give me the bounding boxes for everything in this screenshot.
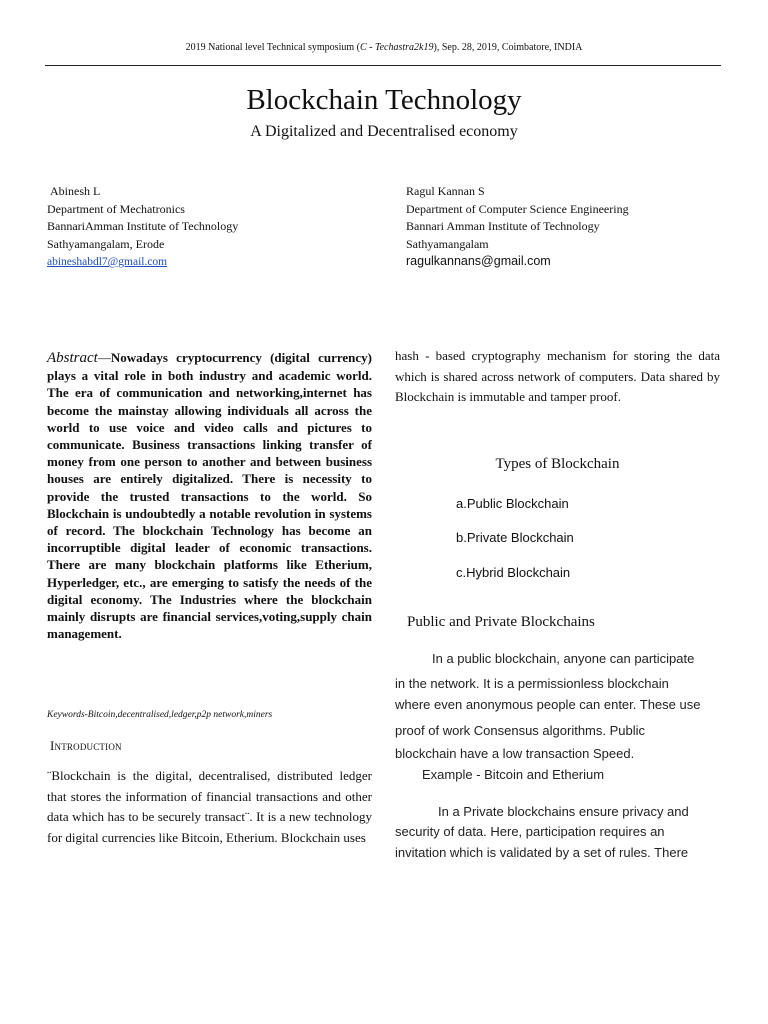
introduction-heading: Introduction <box>50 738 122 753</box>
paper-title: Blockchain Technology <box>246 84 522 116</box>
abstract-text: Nowadays cryptocurrency (digital currency) plays a vital role in both industry and academic world. The era of communication and networking,internet has become the mainstay allowing individuals all across the world to use voice and video calls and pictures to communicate. Business transactions linking transfer of money from one person to another and between business houses are entirely digitalized. There is necessity to provide the trusted transactions to the world. So Blockchain is undoubtedly a notable revolution in systems of record. The blockchain Technology has become an incorruptible digital leader of economic transactions. There are many blockchain platforms like Etherium, Hyperledger, etc., are emerging to satisfy the needs of the digital economy. The Industries where the blockchain mainly disrupts are financial services,voting,supply chain management. <box>47 350 372 642</box>
pp-line: in the network. It is a permissionless blockchain <box>395 676 669 691</box>
pp-line: where even anonymous people can enter. These use <box>395 697 701 712</box>
right-column-paragraph: hash - based cryptography mechanism for storing the data which is shared across network of computers. Data shared by Blockchain is immutable and tamper proof. <box>395 348 720 404</box>
paper-subtitle: A Digitalized and Decentralised economy <box>250 123 518 140</box>
author-block-1 <box>47 183 238 272</box>
keywords: Keywords-Bitcoin,decentralised,ledger,p2p network,miners <box>47 710 273 720</box>
header-conference-name: C - Techastra2k19 <box>359 42 434 53</box>
pp-line: security of data. Here, participation requires an <box>395 824 665 839</box>
author-institute: BannariAmman Institute of Technology <box>47 219 239 233</box>
type-item-hybrid: c.Hybrid Blockchain <box>456 565 571 580</box>
pp-line: proof of work Consensus algorithms. Public <box>395 723 646 738</box>
header-text-pre: 2019 National level Technical symposium ( <box>185 42 360 53</box>
author-institute: Bannari Amman Institute of Technology <box>406 219 600 233</box>
author-name: Ragul Kannan S <box>406 184 485 198</box>
type-item-public: a.Public Blockchain <box>456 496 569 511</box>
author-department: Department of Computer Science Engineering <box>406 201 629 216</box>
author-name: Abinesh L <box>50 184 101 198</box>
type-item-private: b.Private Blockchain <box>456 530 574 545</box>
abstract-label: Abstract <box>47 350 98 366</box>
pp-line: In a public blockchain, anyone can participate <box>432 651 695 666</box>
author-email: ragulkannans@gmail.com <box>406 254 551 268</box>
types-heading: Types of Blockchain <box>495 456 620 472</box>
public-private-heading: Public and Private Blockchains <box>407 614 595 630</box>
abstract-dash: — <box>97 350 111 365</box>
author-block-2 <box>406 183 629 271</box>
author-location: Sathyamangalam, Erode <box>47 236 165 251</box>
author-location: Sathyamangalam <box>406 236 489 251</box>
author-department: Department of Mechatronics <box>47 201 185 216</box>
author-email-link[interactable]: abineshabdl7@gmail.com <box>47 256 168 268</box>
header-rule <box>45 65 721 66</box>
conference-header <box>0 42 768 53</box>
pp-example-line: Example - Bitcoin and Etherium <box>422 767 605 782</box>
header-text-post: ), Sep. 28, 2019, Coimbatore, INDIA <box>433 42 583 53</box>
pp-line: blockchain have a low transaction Speed. <box>395 746 635 761</box>
introduction-paragraph: ¨Blockchain is the digital, decentralised, distributed ledger that stores the information of financial transactions and other data which has to be securely transact¨. It is a new technology for digital currencies like Bitcoin, Etherium. Blockchain uses <box>47 768 372 845</box>
pp-line: In a Private blockchains ensure privacy and <box>438 804 689 819</box>
pp-line: invitation which is validated by a set of rules. There <box>395 845 689 860</box>
abstract-paragraph <box>47 349 372 642</box>
